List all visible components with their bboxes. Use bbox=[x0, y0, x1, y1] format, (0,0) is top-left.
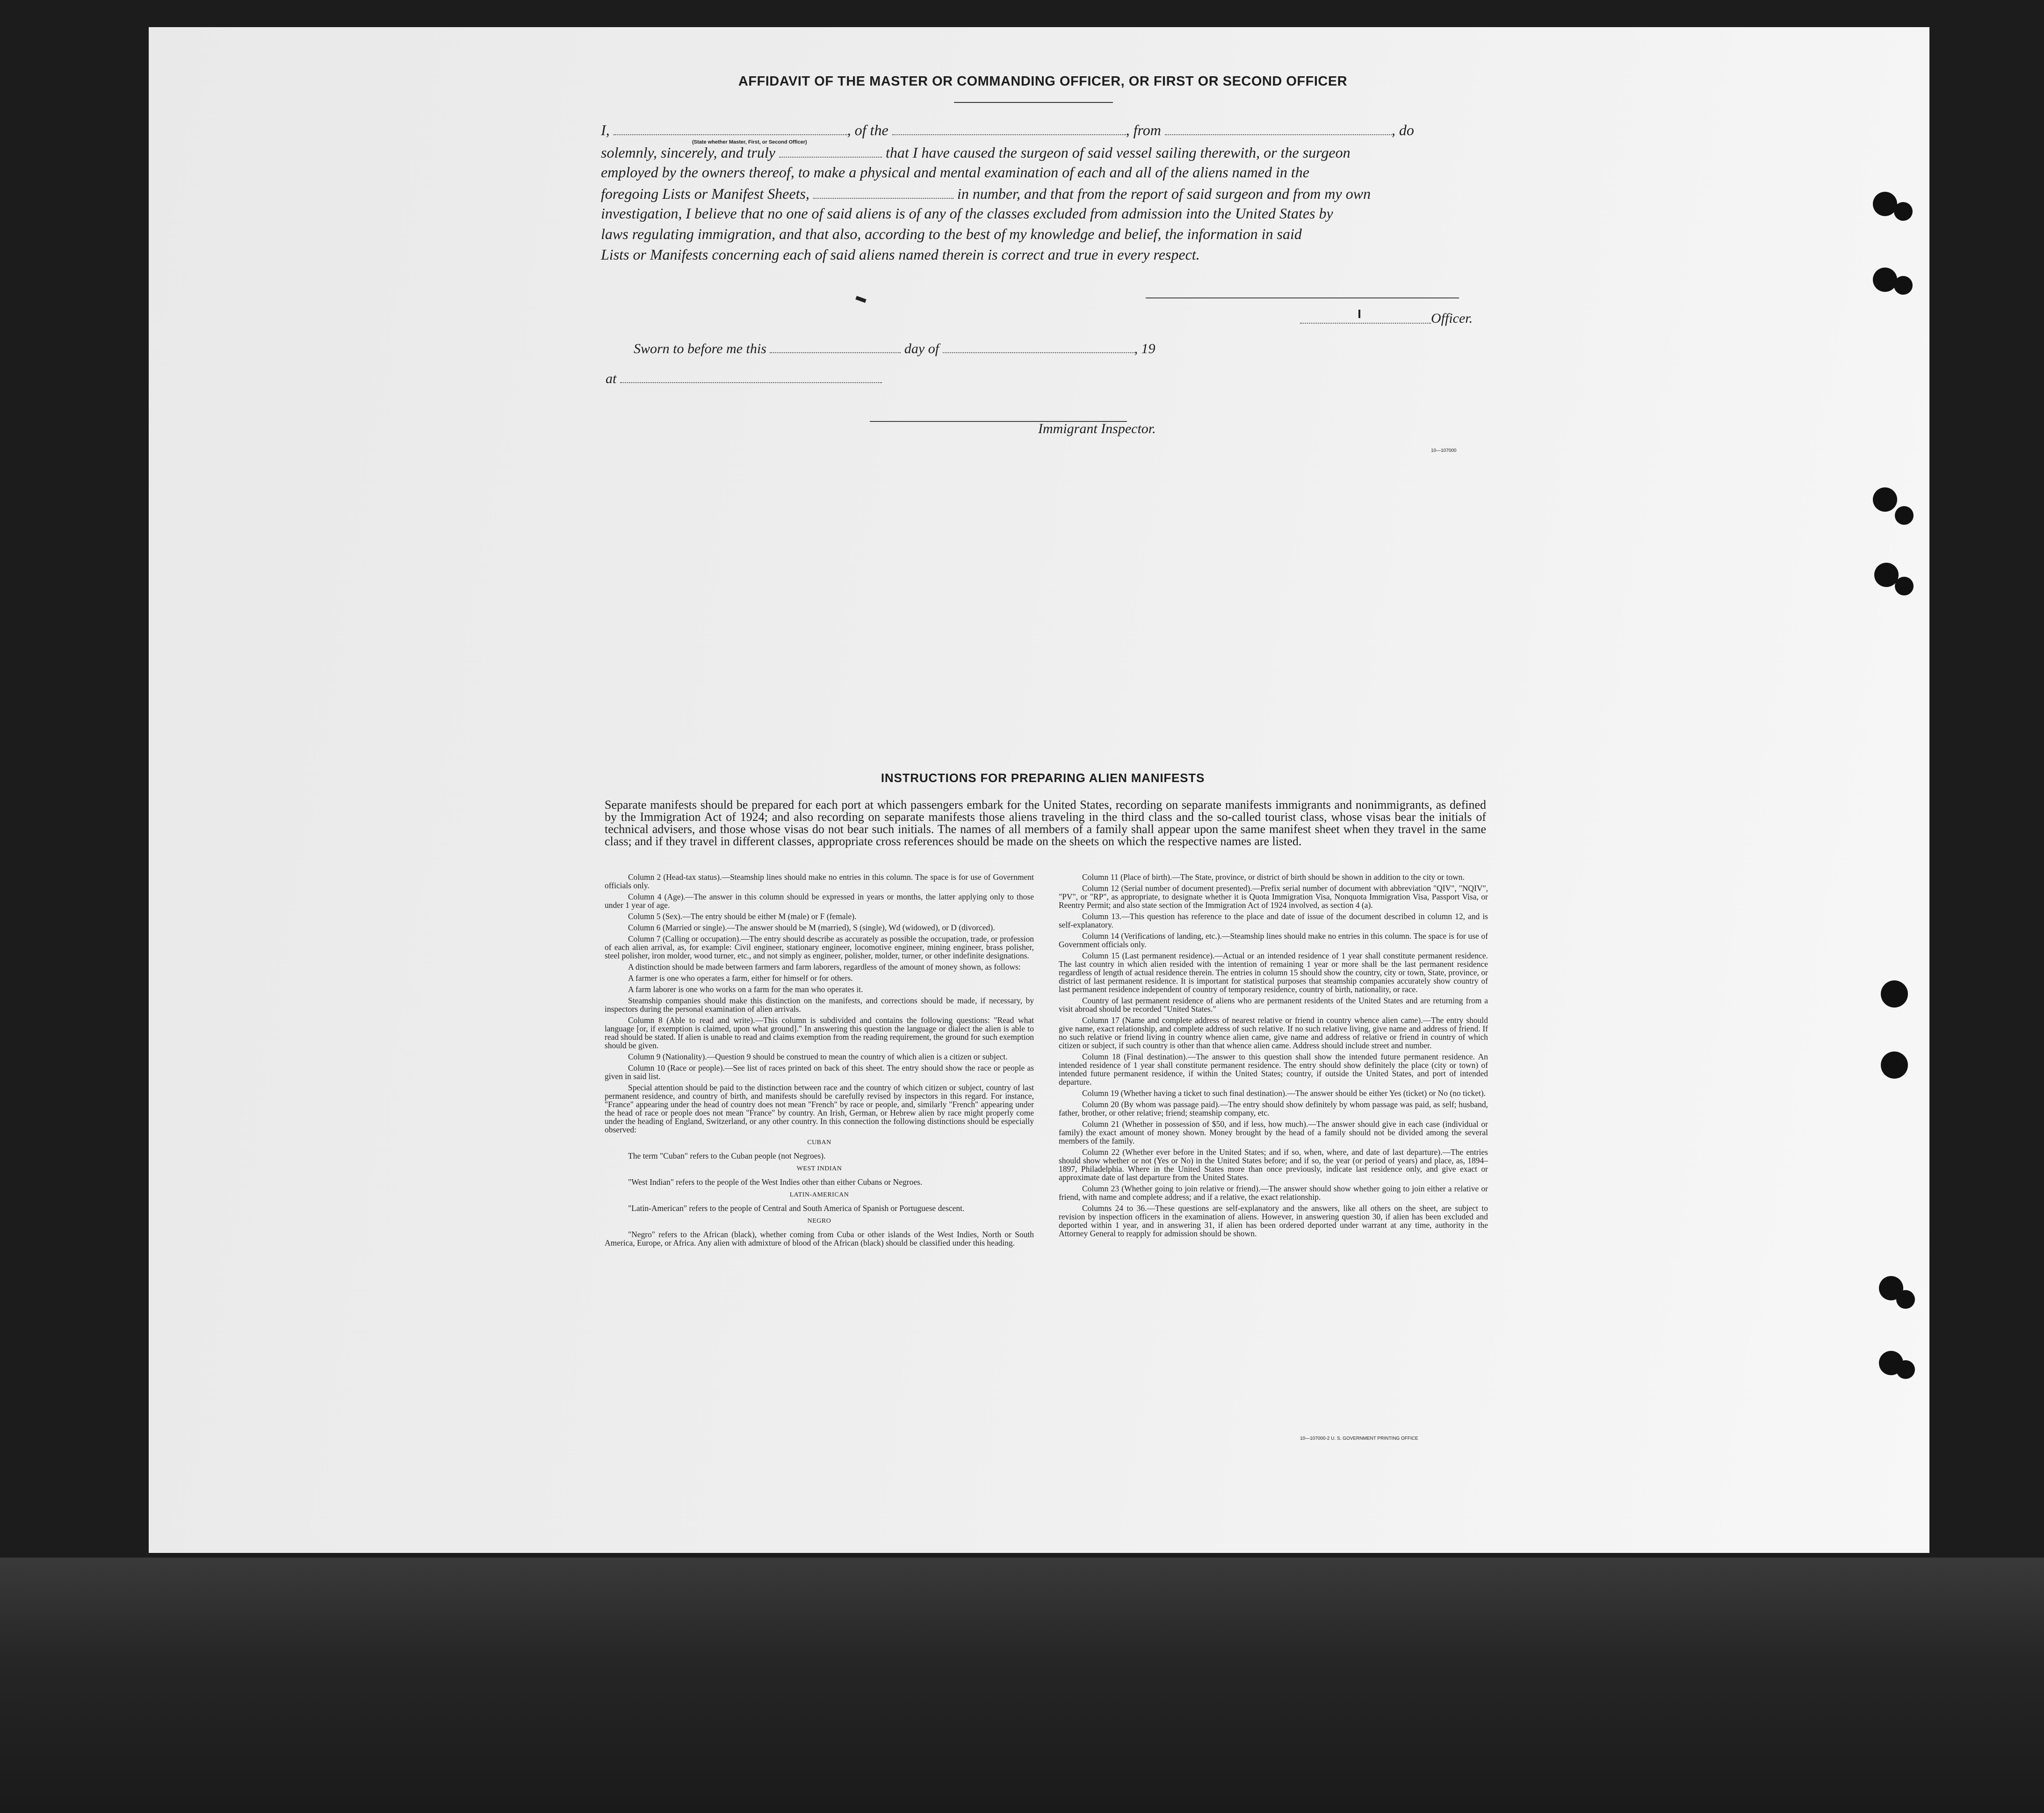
instruction-paragraph: Column 11 (Place of birth).—The State, province, or district of birth should be shown in addition to the city or town. bbox=[1082, 872, 1465, 882]
west-indian-definition: "West Indian" refers to the people of the West Indies other than either Cubans or Negroes. bbox=[628, 1177, 923, 1187]
instruction-paragraph: Column 4 (Age).—The answer in this column should be expressed in years or months, the latter applying only to those under 1 year of age. bbox=[605, 892, 1034, 910]
punch-hole bbox=[1896, 1290, 1915, 1309]
instruction-paragraph: Column 8 (Able to read and write).—This column is subdivided and contains the following questions: "Read what language [or, if exemption is claimed, upon what ground]." In answering this question the language or dialect the alien is able to read should be stated. If alien is unable to read and claims exemption from the reading requirement, the ground for such exemption should be given. bbox=[605, 1015, 1034, 1050]
officer-rank-blank bbox=[614, 121, 847, 135]
port-blank bbox=[1165, 121, 1392, 135]
instruction-paragraph: Column 15 (Last permanent residence).—Actual or an intended residence of 1 year shall constitute permanent residence. The last country in which alien resided with the intention of remaining 1 year or more shall be the last permanent residence regardless of length of actual residence therein. The entries in column 15 should show the country, city or town, State, province, or district of last permanent residence. It is important for statistical purposes that steamship companies accurately show country of last permanent residence independent of country of temporary residence, country of birth, nationality, or race. bbox=[1059, 951, 1488, 994]
affidavit-text: in number, and that from the report of said surgeon and from my own bbox=[957, 185, 1371, 202]
instructions-left-column bbox=[605, 873, 1034, 1250]
affidavit-line-6: laws regulating immigration, and that also, according to the best of my knowledge and belief, the information in said bbox=[601, 225, 1302, 242]
affidavit-i: I, bbox=[601, 121, 610, 138]
instructions-intro: Separate manifests should be prepared for each port at which passengers embark for the United States, recording on separate manifests immigrants and nonimmigrants, as defined by the Immigration Act of 1924; and also recording on separate manifests those aliens traveling in the third class and the so-called tourist class, whose visas bear the initials of technical advisers, and those whose visas do not bear such initials. The names of all members of a family shall appear upon the same manifest sheet when they travel in the same class; and if they travel in different classes, appropriate cross references should be made on the sheets on which the respective names are listed. bbox=[605, 798, 1486, 848]
instruction-paragraph: A farmer is one who operates a farm, either for himself or for others. bbox=[628, 973, 853, 983]
blank bbox=[779, 143, 882, 158]
punch-hole bbox=[1873, 268, 1897, 292]
instruction-paragraph: Country of last permanent residence of aliens who are permanent residents of the United States and are returning from a visit abroad should be recorded "United States." bbox=[1059, 996, 1488, 1014]
instruction-paragraph: Column 2 (Head-tax status).—Steamship lines should make no entries in this column. The space is for use of Government officials only. bbox=[605, 872, 1034, 890]
punch-hole bbox=[1881, 980, 1908, 1008]
instruction-paragraph: Column 12 (Serial number of document presented).—Prefix serial number of document with abbreviation "QIV", "NQIV", "PV", or "RP", as appropriate, to designate whether it is Quota Immigration Visa, Nonquota Immigration Visa, Passport Visa, or Reentry Permit; and also state section of the Immigration Act of 1924 involved, as section 4 (a). bbox=[1059, 884, 1488, 910]
at-label: at bbox=[606, 371, 617, 386]
ink-mark bbox=[1358, 310, 1360, 318]
negro-definition: "Negro" refers to the African (black), whether coming from Cuba or other islands of the West Indies, North or South America, Europe, or Africa. Any alien with admixture of blood of the African (black) should be classified under this heading. bbox=[605, 1230, 1034, 1247]
instruction-paragraph: Column 9 (Nationality).—Question 9 should be construed to mean the country of which alien is a citizen or subject. bbox=[628, 1052, 1008, 1061]
rank-instruction-note: (State whether Master, First, or Second Officer) bbox=[692, 139, 807, 145]
affidavit-line-1 bbox=[601, 121, 1485, 139]
instruction-paragraph: Column 19 (Whether having a ticket to such final destination).—The answer should be either Yes (ticket) or No (no ticket). bbox=[1082, 1088, 1486, 1098]
sworn-text: Sworn to before me this bbox=[634, 341, 766, 356]
instruction-paragraph: Column 18 (Final destination).—The answer to this question shall show the intended future permanent residence. An intended residence of 1 year shall constitute permanent residence. The entry should show definitely the place (city or town) of intended future permanent residence, if within the United States; country, if outside the United States, and port of intended departure. bbox=[1059, 1052, 1488, 1087]
affidavit-do: , do bbox=[1391, 121, 1414, 138]
instruction-paragraph: Column 6 (Married or single).—The answer should be M (married), S (single), Wd (widowed), or D (divorced). bbox=[628, 923, 995, 932]
punch-hole bbox=[1895, 577, 1914, 595]
number-blank bbox=[813, 184, 953, 199]
instruction-paragraph: Columns 24 to 36.—These questions are self-explanatory and the answers, like all others on the sheet, are subject to revision by inspection officers in the examination of aliens. However, in answering question 30, if alien has been excluded and deported within 1 year, and in answering 31, if alien has been ordered deported under warrant at any time, authority in the Attorney General to reapply for admission should be shown. bbox=[1059, 1204, 1488, 1238]
instruction-paragraph: Column 10 (Race or people).—See list of races printed on back of this sheet. The entry should show the race or people as given in said list. bbox=[605, 1063, 1034, 1081]
affidavit-line-3: employed by the owners thereof, to make a physical and mental examination of each and all of the aliens named in the bbox=[601, 164, 1309, 181]
at-line bbox=[606, 370, 882, 387]
instruction-paragraph: Column 22 (Whether ever before in the United States; and if so, when, where, and date of last departure).—The entries should show whether or not (Yes or No) in the United States before; and if so, the year (or period of years) and place, as, 1894–1897, Philadelphia. Where in the United States more than once previously, indicate last residence only, and give exact or approximate date of last departure from the United States. bbox=[1059, 1147, 1488, 1182]
officer-label: Officer. bbox=[1431, 311, 1473, 326]
vessel-name-blank bbox=[892, 121, 1126, 135]
affidavit-line-4 bbox=[601, 184, 1485, 203]
officer-signature-line bbox=[1300, 323, 1431, 324]
punch-hole bbox=[1894, 276, 1913, 295]
sworn-year: , 19 bbox=[1134, 341, 1156, 356]
sworn-day-of: day of bbox=[904, 341, 939, 356]
instruction-paragraph: Special attention should be paid to the distinction between race and the country of which citizen or subject, country of last permanent residence, and country of birth, and manifests should be carefully revised by inspectors in this regard. For instance, "France" appearing under the head of country does not mean "French" by race or people, and, similarly "French" appearing under the head of race or people does not mean "France" by country. An Irish, German, or Hebrew alien by race might properly come under the heading of England, Switzerland, or any other country. In this connection the following distinctions should be especially observed: bbox=[605, 1083, 1034, 1134]
affidavit-text: foregoing Lists or Manifest Sheets, bbox=[601, 185, 809, 202]
affidavit-text: that I have caused the surgeon of said vessel sailing therewith, or the surgeon bbox=[885, 144, 1351, 161]
instruction-paragraph: Column 20 (By whom was passage paid).—The entry should show definitely by whom passage was paid, as self; husband, father, brother, or other relative; friend; steamship company, etc. bbox=[1059, 1100, 1488, 1117]
instruction-paragraph: Column 21 (Whether in possession of $50, and if less, how much).—The answer should give in each case (individual or family) the exact amount of money shown. Money brought by the head of a family should not be divided among the several members of the family. bbox=[1059, 1119, 1488, 1146]
instruction-paragraph: A distinction should be made between farmers and farm laborers, regardless of the amount of money shown, as follows: bbox=[628, 962, 1021, 972]
instruction-paragraph: Column 5 (Sex).—The entry should be either M (male) or F (female). bbox=[628, 912, 857, 921]
punch-hole bbox=[1895, 506, 1914, 525]
title-divider bbox=[954, 102, 1113, 103]
heading-west-indian: WEST INDIAN bbox=[796, 1165, 842, 1172]
scanner-background bbox=[0, 1558, 2044, 1813]
inspector-label: Immigrant Inspector. bbox=[1038, 421, 1156, 436]
month-blank bbox=[943, 340, 1134, 353]
heading-latin-american: LATIN-AMERICAN bbox=[789, 1191, 849, 1198]
affidavit-from: , from bbox=[1126, 121, 1161, 138]
instruction-paragraph: Column 17 (Name and complete address of nearest relative or friend in country whence alien came).—The entry should give name, exact relationship, and complete address of such relative. If no such relative living, give name and address of friend. If no such relative or friend living in country whence alien came, give name and address of relative or friend in country of which citizen or subject, if such country is other than that whence alien came. Address should include street and number. bbox=[1059, 1015, 1488, 1050]
place-blank bbox=[620, 370, 882, 383]
instruction-paragraph: A farm laborer is one who works on a farm for the man who operates it. bbox=[628, 985, 863, 994]
affidavit-text: solemnly, sincerely, and truly bbox=[601, 144, 775, 161]
instruction-paragraph: Column 13.—This question has reference to the place and date of issue of the document described in column 12, and is self-explanatory. bbox=[1059, 912, 1488, 929]
day-blank bbox=[770, 340, 901, 353]
instruction-paragraph: Steamship companies should make this distinction on the manifests, and corrections should be made, if necessary, by inspectors during the personal examination of alien arrivals. bbox=[605, 996, 1034, 1014]
punch-hole bbox=[1894, 202, 1913, 221]
heading-negro: NEGRO bbox=[807, 1218, 831, 1225]
form-number: 10—107000 bbox=[1431, 448, 1457, 453]
affidavit-of-the: , of the bbox=[847, 121, 888, 138]
printing-office-note: 10—107000-2 U. S. GOVERNMENT PRINTING OFFICE bbox=[1300, 1436, 1418, 1441]
signature-line bbox=[1146, 297, 1459, 298]
heading-cuban: CUBAN bbox=[807, 1139, 831, 1146]
punch-hole bbox=[1881, 1052, 1908, 1079]
instructions-right-column bbox=[1059, 873, 1488, 1240]
sworn-line bbox=[634, 340, 1156, 357]
latin-american-definition: "Latin-American" refers to the people of Central and South America of Spanish or Portuguese descent. bbox=[628, 1204, 965, 1213]
cuban-definition: The term "Cuban" refers to the Cuban people (not Negroes). bbox=[628, 1151, 826, 1160]
affidavit-line-7: Lists or Manifests concerning each of said aliens named therein is correct and true in every respect. bbox=[601, 246, 1200, 263]
affidavit-line-5: investigation, I believe that no one of said aliens is of any of the classes excluded from admission into the United States by bbox=[601, 205, 1333, 222]
affidavit-title: AFFIDAVIT OF THE MASTER OR COMMANDING OFFICER, OR FIRST OR SECOND OFFICER bbox=[738, 74, 1348, 89]
affidavit-line-2 bbox=[601, 143, 1485, 161]
punch-hole bbox=[1873, 487, 1897, 512]
instructions-title: INSTRUCTIONS FOR PREPARING ALIEN MANIFESTS bbox=[881, 771, 1205, 785]
instruction-paragraph: Column 7 (Calling or occupation).—The entry should describe as accurately as possible the occupation, trade, or profession of each alien arrival, as, for example: Civil engineer, stationary engineer, locomotive engineer, mining engineer, brass polisher, steel polisher, iron molder, wood turner, etc., and not simply as engineer, polisher, molder, turner, or other indefinite designations. bbox=[605, 934, 1034, 960]
instruction-paragraph: Column 23 (Whether going to join relative or friend).—The answer should show whether going to join either a relative or friend, with name and complete address; and if a relative, the exact relationship. bbox=[1059, 1184, 1488, 1202]
punch-hole bbox=[1896, 1360, 1915, 1379]
instruction-paragraph: Column 14 (Verifications of landing, etc.).—Steamship lines should make no entries in this column. The space is for use of Government officials only. bbox=[1059, 931, 1488, 949]
